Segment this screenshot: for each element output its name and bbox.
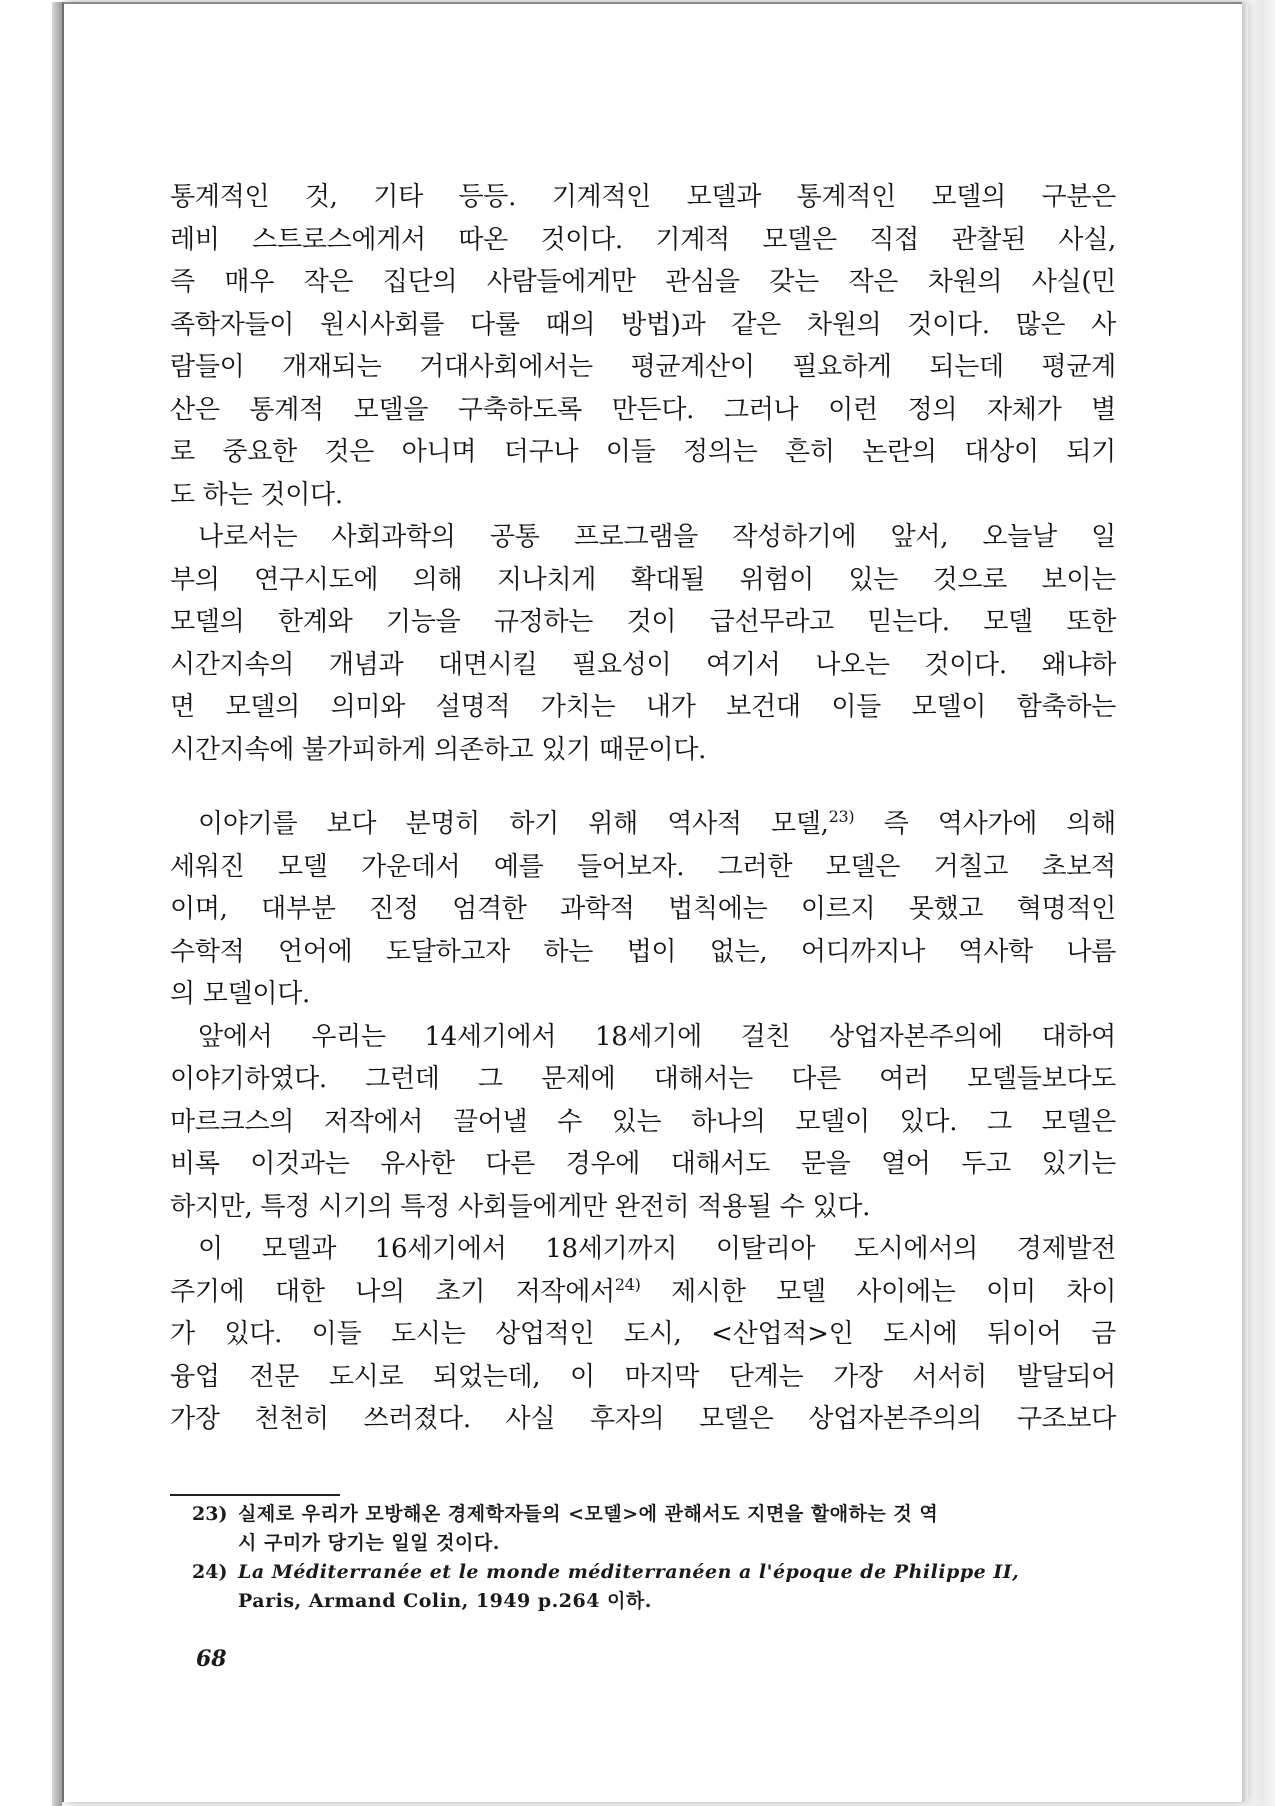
- text-line: 나로서는 사회과학의 공통 프로그램을 작성하기에 앞서, 오늘날 일: [198, 522, 1116, 552]
- page-number: 68: [196, 1646, 227, 1672]
- text-line: 통계적인 것, 기타 등등. 기계적인 모델과 통계적인 모델의 구분은: [170, 182, 1116, 212]
- text-line: 수학적 언어에 도달하고자 하는 법이 없는, 어디까지나 역사학 나름: [170, 936, 1116, 967]
- text-line: 부의 연구시도에 의해 지나치게 확대될 위험이 있는 것으로 보이는: [170, 564, 1116, 595]
- footnote-ref-23: 23): [828, 807, 855, 826]
- book-title: La Méditerranée et le monde méditerranéen a l'époque de Philippe II,: [238, 1561, 1020, 1583]
- text-line: 시간지속에 불가피하게 의존하고 있기 때문이다.: [170, 734, 707, 765]
- page-edge: [1242, 4, 1248, 1802]
- text-line: 로 중요한 것은 아니며 더구나 이들 정의는 흔히 논란의 대상이 되기: [170, 437, 1116, 467]
- text-line: 도 하는 것이다.: [170, 479, 343, 510]
- text-line: 마르크스의 저작에서 끌어낼 수 있는 하나의 모델이 있다. 그 모델은: [170, 1106, 1116, 1137]
- text-line: 즉 매우 작은 집단의 사람들에게만 관심을 갖는 작은 차원의 사실(민: [170, 267, 1116, 297]
- text-line: 하지만, 특정 시기의 특정 사회들에게만 완전히 적용될 수 있다.: [170, 1191, 871, 1222]
- footnote-line: [238, 1558, 1116, 1587]
- footnote-ref-24: 24): [614, 1274, 641, 1294]
- text-line: [170, 803, 1116, 846]
- text-line: 이며, 대부분 진정 엄격한 과학적 법칙에는 이르지 못했고 혁명적인: [170, 894, 1116, 924]
- text-line: 족학자들이 원시사회를 다룰 때의 방법)과 같은 차원의 것이다. 많은 사: [170, 309, 1116, 340]
- text-line: 의 모델이다.: [170, 979, 311, 1009]
- text-line: 레비 스트로스에게서 따온 것이다. 기계적 모델은 직접 관찰된 사실,: [170, 224, 1116, 255]
- text-line: 가 있다. 이들 도시는 상업적인 도시, <산업적>인 도시에 뒤이어 금: [170, 1319, 1116, 1349]
- text-line: 시간지속의 개념과 대면시킬 필요성이 여기서 나오는 것이다. 왜냐하: [170, 649, 1116, 680]
- footnotes: [192, 1500, 1116, 1616]
- text-segment: 제시한 모델 사이에는 이미 차이: [640, 1276, 1117, 1307]
- text-line: 람들이 개재되는 거대사회에서는 평균계산이 필요하게 되는데 평균계: [170, 352, 1116, 382]
- body-text: [170, 176, 1116, 1441]
- text-line: [170, 1271, 1116, 1314]
- text-line: 세워진 모델 가운데서 예를 들어보자. 그러한 모델은 거칠고 초보적: [170, 851, 1116, 882]
- footnote-number: 23): [192, 1503, 228, 1525]
- footnote-line: Paris, Armand Colin, 1949 p.264 이하.: [238, 1590, 652, 1612]
- text-line: 면 모델의 의미와 설명적 가치는 내가 보건대 이들 모델이 함축하는: [170, 692, 1116, 722]
- text-line: 융업 전문 도시로 되었는데, 이 마지막 단계는 가장 서서히 발달되어: [170, 1361, 1116, 1392]
- text-line: 가장 천천히 쓰러졌다. 사실 후자의 모델은 상업자본주의의 구조보다: [170, 1404, 1116, 1434]
- footnote-line: 실제로 우리가 모방해온 경제학자들의 <모델>에 관해서도 지면을 할애하는 것 역: [238, 1503, 939, 1525]
- footnote-line: 시 구미가 당기는 일일 것이다.: [238, 1532, 500, 1554]
- footnote-23: [192, 1500, 1116, 1558]
- text-line: 비록 이것과는 유사한 다른 경우에 대해서도 문을 열어 두고 있기는: [170, 1149, 1116, 1179]
- text-segment: 즉 역사가에 의해: [854, 809, 1116, 839]
- footnote-divider: [170, 1494, 340, 1496]
- footnote-24: [192, 1558, 1116, 1616]
- text-line: 이야기하였다. 그런데 그 문제에 대해서는 다른 여러 모델들보다도: [170, 1064, 1116, 1094]
- text-line: 산은 통계적 모델을 구축하도록 만든다. 그러나 이런 정의 자체가 별: [170, 394, 1116, 425]
- text-line: 이 모델과 16세기에서 18세기까지 이탈리아 도시에서의 경제발전: [198, 1234, 1116, 1264]
- text-line: 앞에서 우리는 14세기에서 18세기에 걸친 상업자본주의에 대하여: [198, 1021, 1116, 1052]
- text-segment: 이야기를 보다 분명히 하기 위해 역사적 모델,: [198, 809, 829, 839]
- text-line: 모델의 한계와 기능을 규정하는 것이 급선무라고 믿는다. 모델 또한: [170, 607, 1116, 637]
- text-segment: 주기에 대한 나의 초기 저작에서: [170, 1276, 615, 1307]
- footnote-number: 24): [192, 1561, 228, 1583]
- section-gap: [170, 771, 1116, 803]
